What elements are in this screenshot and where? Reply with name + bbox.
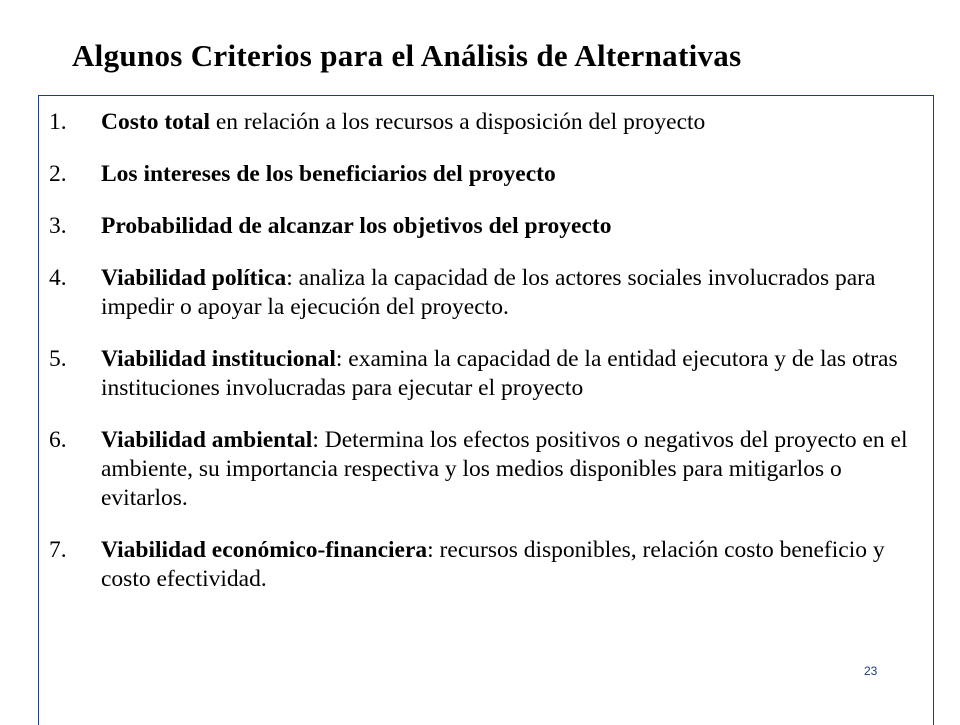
criterion-body: [101, 426, 929, 513]
criterion-heading: Los intereses de los beneficiarios del proyecto: [101, 161, 556, 187]
criterion-item-4: [49, 264, 929, 322]
criterion-text: : Determina los efectos positivos o negativos del proyecto en el ambiente, su importancia respectiva y los medios disponibles para mitigarlos o evitarlos.: [101, 427, 908, 511]
criterion-item-6: [49, 426, 929, 513]
criterion-text: : examina la capacidad de la entidad ejecutora y de las otras instituciones involucradas para ejecutar el proyecto: [101, 346, 898, 401]
criterion-text: : analiza la capacidad de los actores sociales involucrados para impedir o apoyar la ejecución del proyecto.: [101, 265, 876, 320]
criterion-item-2: [49, 160, 929, 189]
criterion-heading: Viabilidad económico-financiera: [101, 537, 428, 563]
criterion-heading: Costo total: [101, 109, 210, 135]
content-box: [38, 95, 934, 725]
criterion-body: [101, 536, 929, 594]
criterion-heading: Probabilidad de alcanzar los objetivos del proyecto: [101, 213, 612, 239]
criterion-number: 4.: [49, 265, 67, 291]
page-number: 23: [864, 664, 878, 678]
criterion-item-1: [49, 108, 929, 137]
criterion-number: 3.: [49, 213, 67, 239]
criterion-item-5: [49, 345, 929, 403]
criterion-number: 7.: [49, 537, 67, 563]
criteria-list: [49, 108, 929, 617]
criterion-body: [101, 160, 929, 189]
criterion-number: 6.: [49, 427, 67, 453]
criterion-number: 2.: [49, 161, 67, 187]
criterion-item-3: [49, 212, 929, 241]
criterion-body: [101, 345, 929, 403]
criterion-item-7: [49, 536, 929, 594]
criterion-heading: Viabilidad institucional: [101, 346, 336, 372]
criterion-heading: Viabilidad política: [101, 265, 287, 291]
slide-title: Algunos Criterios para el Análisis de Alternativas: [72, 38, 742, 73]
criterion-number: 5.: [49, 346, 67, 372]
criterion-text: : recursos disponibles, relación costo beneficio y costo efectividad.: [101, 537, 885, 592]
criterion-body: [101, 212, 929, 241]
criterion-number: 1.: [49, 109, 67, 135]
criterion-body: [101, 108, 929, 137]
criterion-heading: Viabilidad ambiental: [101, 427, 313, 453]
criterion-text: en relación a los recursos a disposición del proyecto: [210, 109, 706, 135]
criterion-body: [101, 264, 929, 322]
